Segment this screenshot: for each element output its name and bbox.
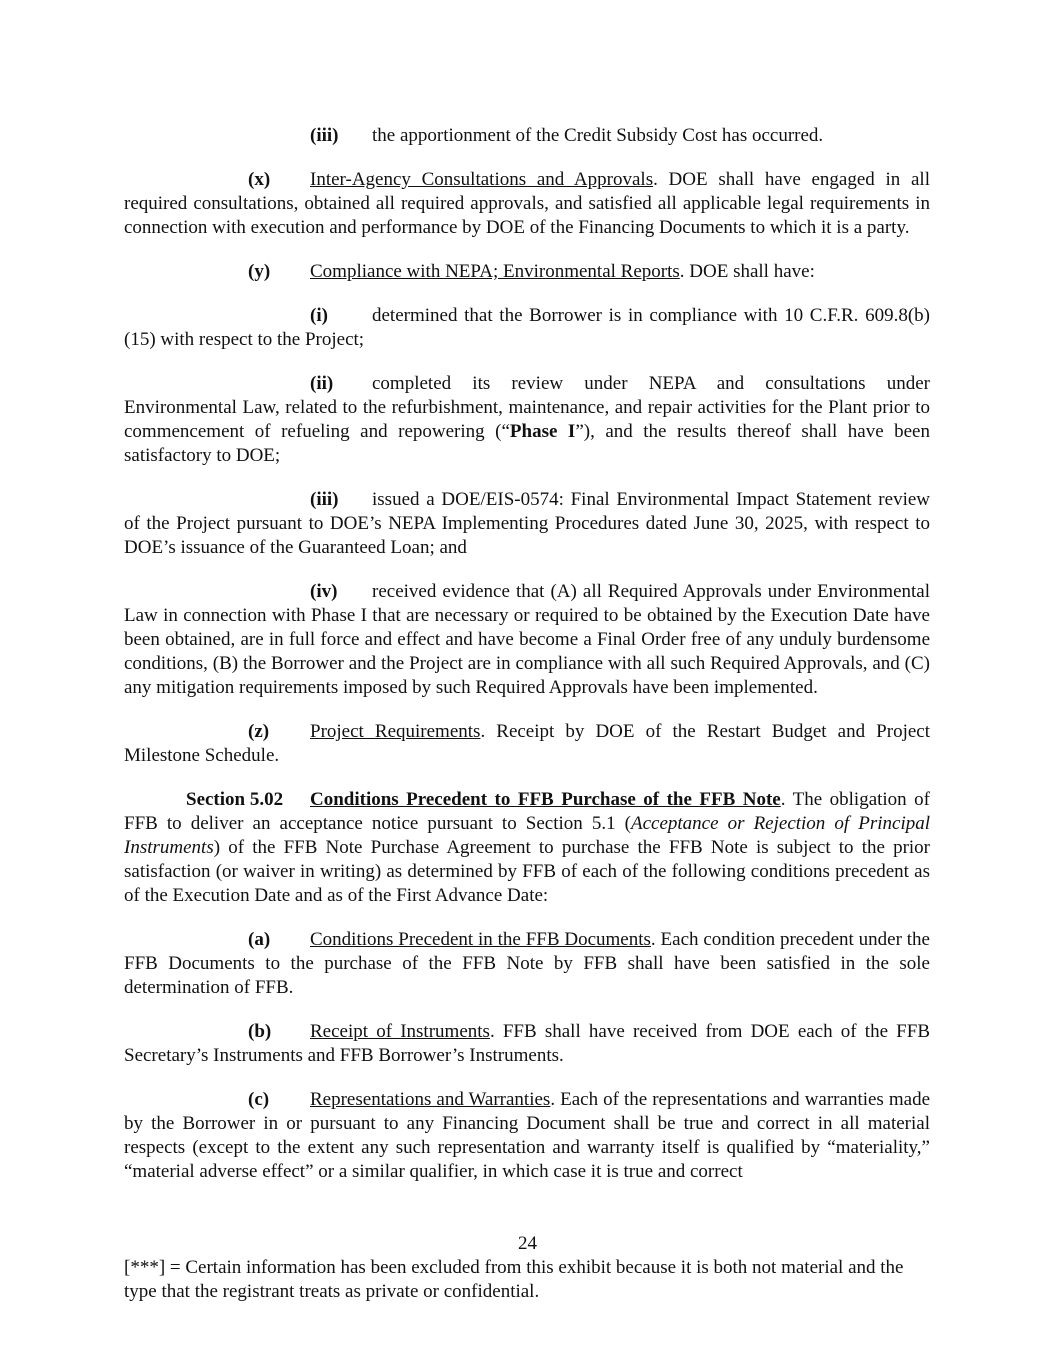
paragraph-b <box>124 1020 930 1068</box>
paragraph-w-iii <box>124 124 930 148</box>
clause-label: (c) <box>248 1089 270 1110</box>
paragraph-y-iv <box>124 580 930 700</box>
clause-label: (a) <box>248 929 271 950</box>
clause-label: (ii) <box>310 373 334 394</box>
paragraph-z <box>124 720 930 768</box>
clause-label: (i) <box>310 305 328 326</box>
clause-label: (iii) <box>310 489 339 510</box>
clause-text: determined that the Borrower is in compliance with 10 C.F.R. 609.8(b)(15) with respect to the Project; <box>124 305 930 350</box>
confidentiality-footnote: [***] = Certain information has been excluded from this exhibit because it is both not material and the type that the registrant treats as private or confidential. <box>124 1257 904 1302</box>
clause-label: (z) <box>248 721 270 742</box>
clause-text: completed its review under NEPA and consultations under Environmental Law, related to the refurbishment, maintenance, and repair activities for the Plant prior to commencement of refueling and repowering (“ <box>124 373 930 442</box>
clause-text: . DOE shall have: <box>679 261 815 282</box>
clause-text: . Each condition precedent under the FFB Documents to the purchase of the FFB Note by FFB shall have been satisfied in the sole determination of FFB. <box>124 929 930 998</box>
defined-term: Phase I <box>509 421 576 442</box>
clause-label: (iii) <box>310 125 339 146</box>
section-text-cont: ) of the FFB Note Purchase Agreement to purchase the FFB Note is subject to the prior satisfaction (or waiver in writing) as determined by FFB of each of the following conditions precedent as of the Execution Date and as of the First Advance Date: <box>124 837 930 906</box>
paragraph-y-iii <box>124 488 930 560</box>
clause-heading: Inter-Agency Consultations and Approvals <box>310 169 654 190</box>
clause-text: the apportionment of the Credit Subsidy Cost has occurred. <box>372 125 824 146</box>
clause-text: . FFB shall have received from DOE each of the FFB Secretary’s Instruments and FFB Borrower’s Instruments. <box>124 1021 930 1066</box>
clause-heading: Compliance with NEPA; Environmental Reports <box>310 261 680 282</box>
document-body <box>124 124 930 1184</box>
section-italic-ref: Acceptance or Rejection of Principal Instruments <box>124 813 930 858</box>
paragraph-y-ii <box>124 372 930 468</box>
clause-text: . Receipt by DOE of the Restart Budget and Project Milestone Schedule. <box>124 721 930 766</box>
section-5-02 <box>124 788 930 908</box>
clause-text: issued a DOE/EIS-0574: Final Environmental Impact Statement review of the Project pursuant to DOE’s NEPA Implementing Procedures dated June 30, 2025, with respect to DOE’s issuance of the Guaranteed Loan; and <box>124 489 930 558</box>
clause-label: (iv) <box>310 581 338 602</box>
section-text: . The obligation of FFB to deliver an acceptance notice pursuant to Section 5.1 ( <box>124 789 930 834</box>
clause-heading: Project Requirements <box>310 721 481 742</box>
clause-heading: Receipt of Instruments <box>310 1021 490 1042</box>
paragraph-x <box>124 168 930 240</box>
paragraph-y-i <box>124 304 930 352</box>
clause-text: received evidence that (A) all Required Approvals under Environmental Law in connection with Phase I that are necessary or required to be obtained by the Execution Date have been obtained, are in full force and effect and have become a Final Order free of any unduly burdensome conditions, (B) the Borrower and the Project are in compliance with all such Required Approvals, and (C) any mitigation requirements imposed by such Required Approvals have been implemented. <box>124 581 930 698</box>
paragraph-a <box>124 928 930 1000</box>
section-heading: Conditions Precedent to FFB Purchase of the FFB Note <box>310 789 781 810</box>
clause-text: . Each of the representations and warranties made by the Borrower in or pursuant to any Financing Document shall be true and correct in all material respects (except to the extent any such representation and warranty itself is qualified by “materiality,” “material adverse effect” or a similar qualifier, in which case it is true and correct <box>124 1089 930 1182</box>
page-number: 24 <box>518 1233 537 1254</box>
clause-label: (y) <box>248 261 271 282</box>
clause-text-cont: ”), and the results thereof shall have been satisfactory to DOE; <box>124 421 930 466</box>
clause-label: (b) <box>248 1021 272 1042</box>
clause-text: . DOE shall have engaged in all required consultations, obtained all required approvals, and satisfied all applicable legal requirements in connection with execution and performance by DOE of the Financing Documents to which it is a party. <box>124 169 930 238</box>
clause-label: (x) <box>248 169 271 190</box>
paragraph-y <box>124 260 930 284</box>
clause-heading: Conditions Precedent in the FFB Documents <box>310 929 651 950</box>
clause-heading: Representations and Warranties <box>310 1089 551 1110</box>
paragraph-c <box>124 1088 930 1184</box>
section-label: Section 5.02 <box>186 789 284 810</box>
